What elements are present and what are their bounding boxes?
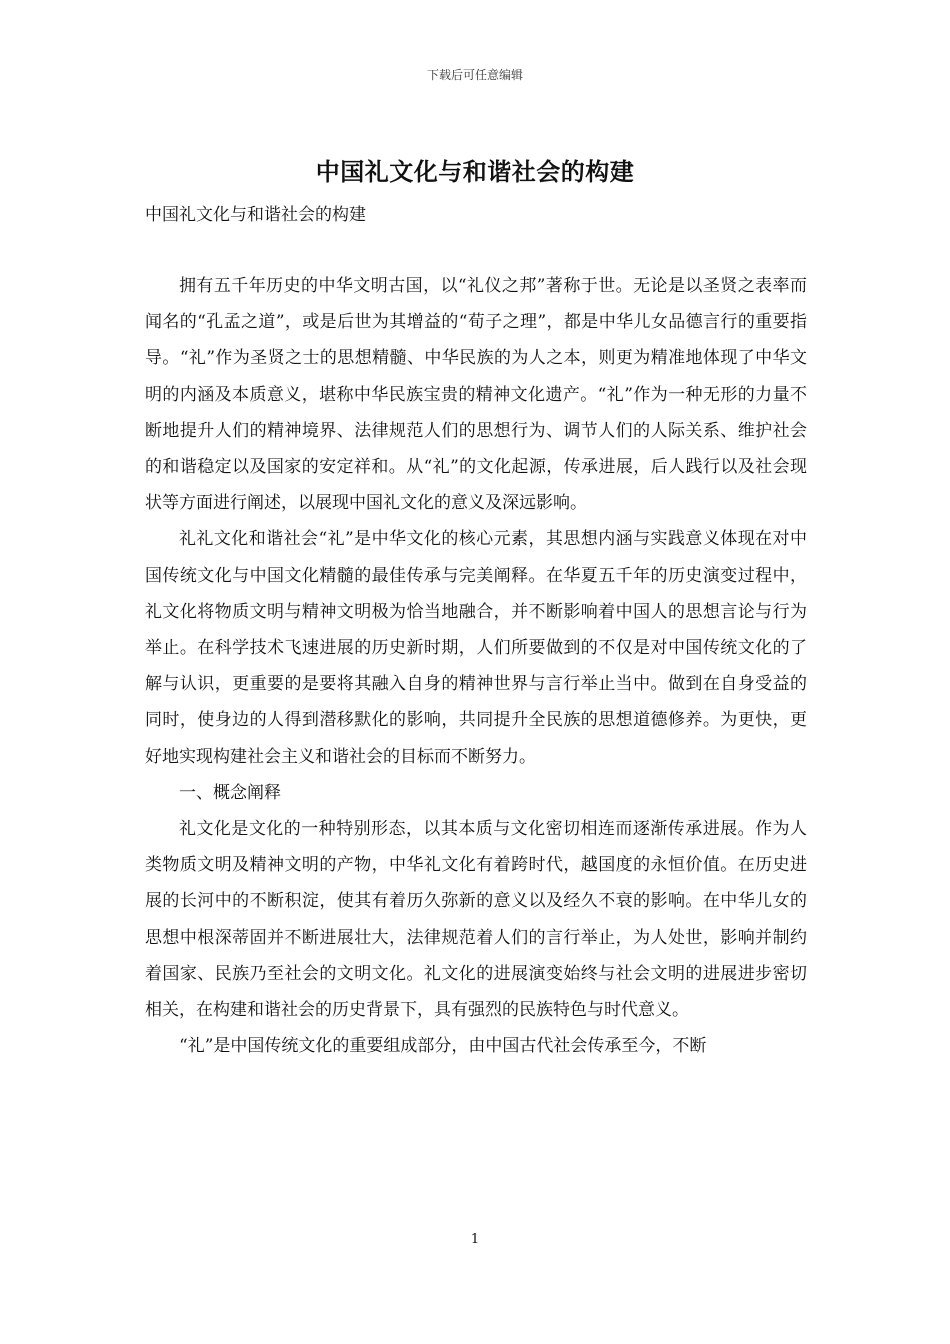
page-number: 1 [470,1232,480,1247]
header-note: 下载后可任意编辑 [426,68,523,82]
section-heading: 一、概念阐释 [179,782,281,803]
paragraph: “礼”是中国传统文化的重要组成部分，由中国古代社会传承至今，不断 [179,1036,707,1057]
paragraph: 拥有五千年历史的中华文明古国，以“礼仪之邦”著称于世。无论是以圣贤之表率而闻名的“孔孟之道”，或是后世为其增益的“荀子之理”，都是中华儿女品德言行的重要指导。“礼”作为圣贤之士的思想精髓、中华民族的为人之本，则更为精准地体现了中华文明的内涵及本质意义，堪称中华民族宝贵的精神文化遗产。“礼”作为一种无形的力量不断地提升人们的精神境界、法律规范人们的思想行为、调节人们的人际关系、维护社会的和谐稳定以及国家的安定祥和。从“礼”的文化起源，传承进展，后人践行以及社会现状等方面进行阐述，以展现中国礼文化的意义及深远影响。 [145,276,807,514]
document-title: 中国礼文化与和谐社会的构建 [315,157,635,186]
document-body [145,268,807,1064]
document-subtitle: 中国礼文化与和谐社会的构建 [145,205,366,225]
paragraph: 礼文化是文化的一种特别形态，以其本质与文化密切相连而逐渐传承进展。作为人类物质文明及精神文明的产物，中华礼文化有着跨时代，越国度的永恒价值。在历史进展的长河中的不断积淀，使其有着历久弥新的意义以及经久不衰的影响。在中华儿女的思想中根深蒂固并不断进展壮大，法律规范着人们的言行举止，为人处世，影响并制约着国家、民族乃至社会的文明文化。礼文化的进展演变始终与社会文明的进展进步密切相关，在构建和谐社会的历史背景下，具有强烈的民族特色与时代意义。 [145,819,807,1021]
paragraph: 礼礼文化和谐社会“礼”是中华文化的核心元素，其思想内涵与实践意义体现在对中国传统文化与中国文化精髓的最佳传承与完美阐释。在华夏五千年的历史演变过程中，礼文化将物质文明与精神文明极为恰当地融合，并不断影响着中国人的思想言论与行为举止。在科学技术飞速进展的历史新时期，人们所要做到的不仅是对中国传统文化的了解与认识，更重要的是要将其融入自身的精神世界与言行举止当中。做到在自身受益的同时，使身边的人得到潜移默化的影响，共同提升全民族的思想道德修养。为更快，更好地实现构建社会主义和谐社会的目标而不断努力。 [145,529,807,767]
